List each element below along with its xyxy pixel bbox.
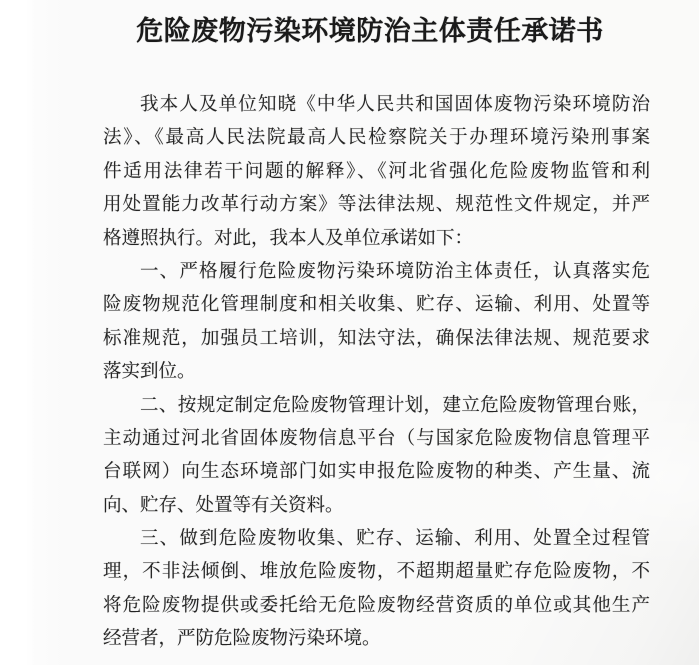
document-title: 危险废物污染环境防治主体责任承诺书 [136,16,604,47]
text-line: 我本人及单位知晓《中华人民共和国固体废物污染环境防治 [140,94,650,115]
document-body [103,88,650,656]
text-line: 法》、《最高人民法院最高人民检察院关于办理环境污染刑事案 [103,127,650,149]
text-line: 标准规范，加强员工培训，知法守法，确保法律法规、规范要求 [103,327,650,349]
text-line: 经营者，严防危险废物污染环境。 [103,628,381,650]
text-line: 二、按规定制定危险废物管理计划，建立危险废物管理台账， [140,394,650,416]
text-line: 台联网）向生态环境部门如实申报危险废物的种类、产生量、流 [103,461,650,483]
text-line: 一、严格履行危险废物污染环境防治主体责任，认真落实危 [140,260,650,282]
text-line: 格遵照执行。对此，我本人及单位承诺如下： [103,227,474,249]
text-line: 理，不非法倾倒、堆放危险废物，不超期超量贮存危险废物，不 [103,561,650,583]
text-line: 用处置能力改革行动方案》等法律法规、规范性文件规定，并严 [103,194,650,216]
text-line: 主动通过河北省固体废物信息平台（与国家危险废物信息管理平 [103,427,650,449]
text-line: 三、做到危险废物收集、贮存、运输、利用、处置全过程管 [140,528,650,550]
text-line: 件适用法律若干问题的解释》、《河北省强化危险废物监管和利 [103,160,650,182]
text-line: 落实到位。 [103,361,196,383]
text-line: 向、贮存、处置等有关资料。 [103,494,344,516]
text-line: 险废物规范化管理制度和相关收集、贮存、运输、利用、处置等 [103,294,650,316]
text-line: 将危险废物提供或委托给无危险废物经营资质的单位或其他生产 [103,594,650,616]
